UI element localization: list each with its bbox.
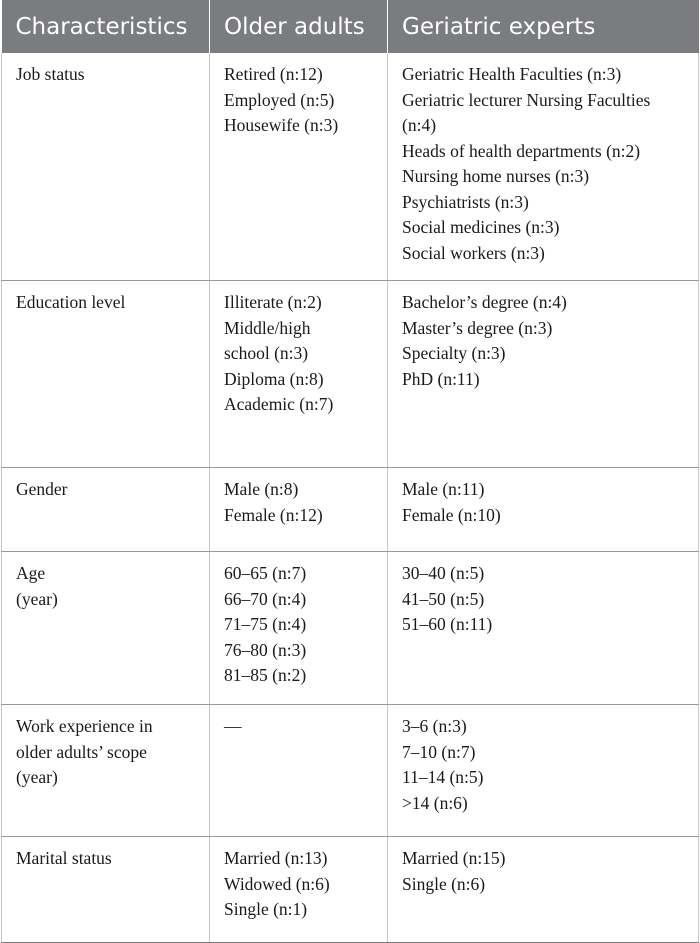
cell-text: (year) <box>16 767 58 787</box>
cell-text: Age <box>16 563 46 583</box>
cell-text: Female (n:12) <box>224 504 323 525</box>
cell-characteristic <box>2 837 210 943</box>
cell-older-adults <box>210 552 388 705</box>
cell-text: Work experience in <box>16 716 153 736</box>
cell-text: Gender <box>16 479 68 499</box>
cell-text: Bachelor’s degree (n:4) <box>402 292 567 312</box>
cell-text: 76–80 (n:3) <box>224 639 307 660</box>
cell-older-adults <box>210 705 388 837</box>
cell-text: Single (n:6) <box>402 873 486 894</box>
cell-text: Geriatric lecturer Nursing Faculties <box>402 89 651 110</box>
header-older-adults: Older adults <box>210 0 388 53</box>
cell-text: (n:4) <box>402 115 437 135</box>
cell-text: Academic (n:7) <box>224 394 334 414</box>
cell-text: Male (n:8) <box>224 479 299 499</box>
cell-experts <box>388 468 699 552</box>
cell-text: Master’s degree (n:3) <box>402 317 553 338</box>
header-characteristics: Characteristics <box>2 0 210 53</box>
table-row-gender <box>2 468 699 552</box>
cell-experts <box>388 837 699 943</box>
cell-text: Middle/high <box>224 317 311 338</box>
cell-text: — <box>224 716 242 736</box>
cell-text: 30–40 (n:5) <box>402 563 485 583</box>
cell-characteristic <box>2 281 210 468</box>
cell-text: Specialty (n:3) <box>402 343 506 363</box>
table-row-age <box>2 552 699 705</box>
characteristics-table <box>1 0 699 943</box>
cell-text: (year) <box>16 588 58 609</box>
header-geriatric-experts: Geriatric experts <box>388 0 699 53</box>
cell-text: PhD (n:11) <box>402 368 480 389</box>
cell-text: 3–6 (n:3) <box>402 716 467 736</box>
cell-text: 81–85 (n:2) <box>224 665 307 685</box>
cell-text: school (n:3) <box>224 343 309 363</box>
cell-text: older adults’ scope <box>16 741 147 762</box>
cell-text: Female (n:10) <box>402 504 501 525</box>
cell-text: 71–75 (n:4) <box>224 614 307 634</box>
cell-older-adults <box>210 281 388 468</box>
cell-text: 60–65 (n:7) <box>224 563 307 583</box>
table-row-education-level <box>2 281 699 468</box>
table-row-work-experience <box>2 705 699 837</box>
cell-text: Male (n:11) <box>402 479 485 499</box>
cell-text: Psychiatrists (n:3) <box>402 191 529 212</box>
cell-experts <box>388 53 699 281</box>
cell-text: 41–50 (n:5) <box>402 588 485 609</box>
cell-text: Illiterate (n:2) <box>224 292 322 312</box>
cell-older-adults <box>210 468 388 552</box>
cell-text: Single (n:1) <box>224 899 308 919</box>
cell-text: 7–10 (n:7) <box>402 741 476 762</box>
cell-older-adults <box>210 837 388 943</box>
cell-text: Heads of health departments (n:2) <box>402 140 641 161</box>
cell-text: Job status <box>16 64 85 84</box>
cell-older-adults <box>210 53 388 281</box>
cell-characteristic <box>2 552 210 705</box>
cell-text: 66–70 (n:4) <box>224 588 307 609</box>
table-row-job-status <box>2 53 699 281</box>
cell-text: Widowed (n:6) <box>224 873 330 894</box>
cell-text: 11–14 (n:5) <box>402 767 484 787</box>
cell-characteristic <box>2 468 210 552</box>
cell-experts <box>388 281 699 468</box>
cell-experts <box>388 705 699 837</box>
cell-text: Education level <box>16 292 126 312</box>
cell-text: Social medicines (n:3) <box>402 217 560 237</box>
cell-text: Employed (n:5) <box>224 89 335 110</box>
cell-experts <box>388 552 699 705</box>
table-row-marital-status <box>2 837 699 943</box>
cell-text: Married (n:13) <box>224 848 328 868</box>
cell-text: Marital status <box>16 848 112 868</box>
cell-text: Diploma (n:8) <box>224 368 324 389</box>
cell-text: Social workers (n:3) <box>402 242 545 263</box>
cell-text: 51–60 (n:11) <box>402 614 493 634</box>
cell-text: Geriatric Health Faculties (n:3) <box>402 64 622 84</box>
cell-text: Nursing home nurses (n:3) <box>402 166 590 186</box>
cell-text: Housewife (n:3) <box>224 115 339 135</box>
cell-text: Married (n:15) <box>402 848 506 868</box>
cell-characteristic <box>2 53 210 281</box>
cell-text: Retired (n:12) <box>224 64 323 84</box>
header-row <box>2 0 699 53</box>
cell-characteristic <box>2 705 210 837</box>
cell-text: >14 (n:6) <box>402 792 468 813</box>
